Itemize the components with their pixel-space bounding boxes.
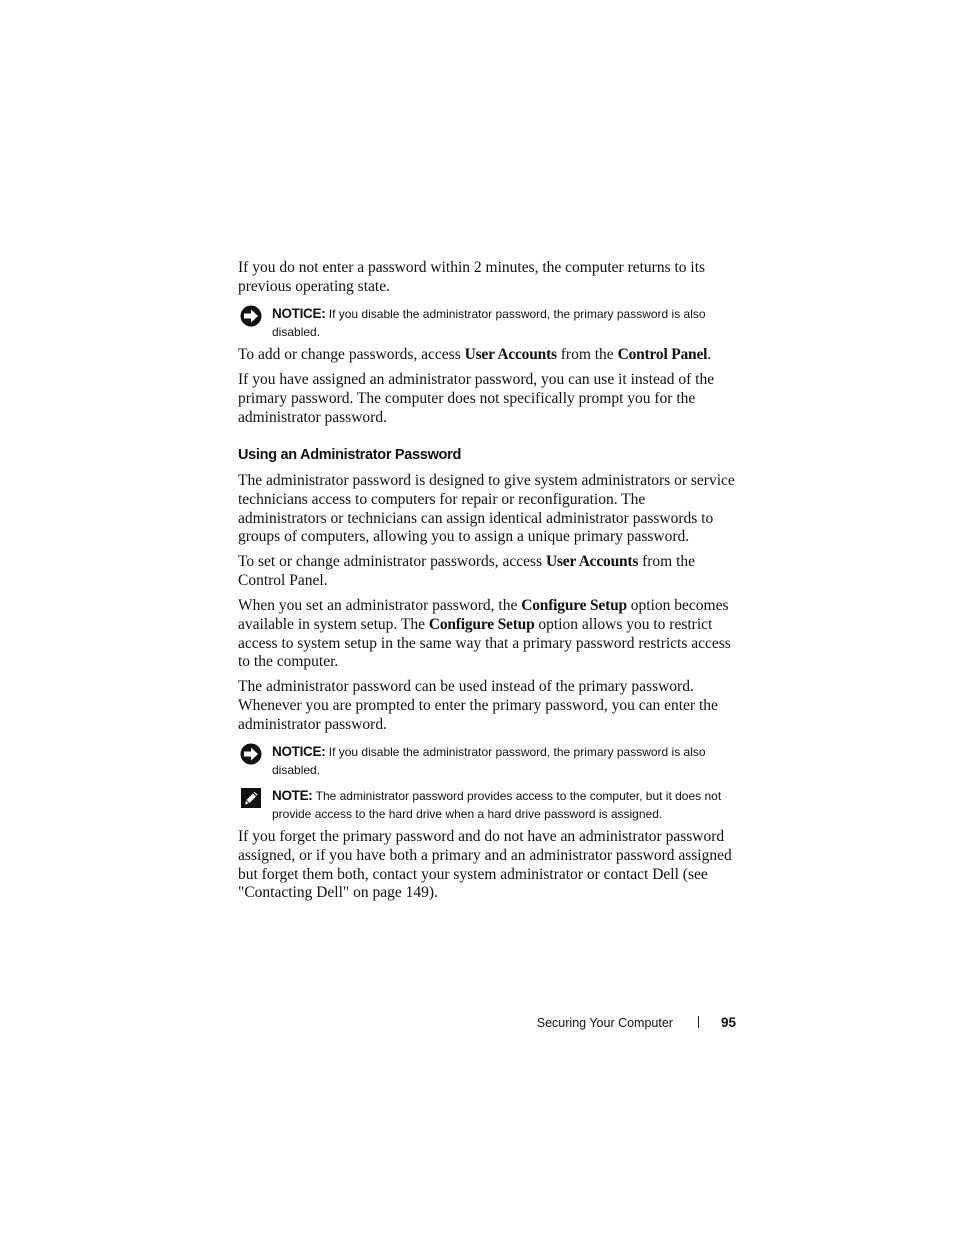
chapter-title: Securing Your Computer xyxy=(536,1016,673,1030)
control-panel-term: Control Panel xyxy=(617,346,708,363)
note-label: NOTE: xyxy=(272,788,313,803)
note-pencil-icon xyxy=(240,787,262,809)
user-accounts-term: User Accounts xyxy=(545,553,639,570)
set-admin-paragraph: To set or change administrator passwords, access User Accounts from the Control Panel. xyxy=(238,553,696,589)
notice-arrow-icon xyxy=(240,305,262,327)
section-heading: Using an Administrator Password xyxy=(238,447,462,463)
note-callout xyxy=(238,787,736,823)
configure-setup-paragraph: When you set an administrator password, the Configure Setup option becomes available in system setup. The Configure Setup option allows you to restrict access to system setup in the same way that a primary password restricts access to the computer. xyxy=(238,597,731,671)
user-accounts-term: User Accounts xyxy=(464,346,557,363)
admin-purpose-paragraph: The administrator password is designed to give system administrators or service technicians access to computers for repair or reconfiguration. The administrators or technicians can assign identical administrator passwords to groups of computers, allowing you to assign a unique primary password. xyxy=(238,472,735,546)
notice-callout xyxy=(238,305,736,341)
footer-separator xyxy=(698,1016,699,1028)
page-footer xyxy=(537,1015,736,1030)
page-number: 95 xyxy=(720,1015,736,1030)
instead-primary-paragraph: The administrator password can be used instead of the primary password. Whenever you are prompted to enter the primary password, you can enter the administrator password. xyxy=(238,678,718,733)
notice-label: NOTICE: xyxy=(272,744,326,759)
configure-setup-term: Configure Setup xyxy=(428,615,535,633)
configure-setup-term: Configure Setup xyxy=(521,597,627,614)
admin-instead-paragraph: If you have assigned an administrator password, you can use it instead of the primary password. The computer does not specifically prompt you for the administrator password. xyxy=(238,371,715,426)
notice-arrow-icon xyxy=(240,743,262,765)
forget-password-paragraph: If you forget the primary password and do not have an administrator password assigned, or if you have both a primary and an administrator password assigned but forget them both, contact your system administrator or contact Dell (see "Contacting Dell" on page 149). xyxy=(238,828,732,902)
notice-text: If you disable the administrator password, the primary password is also disabled. xyxy=(272,745,706,777)
note-text: The administrator password provides access to the computer, but it does not provide access to the hard drive when a hard drive password is assigned. xyxy=(272,789,722,821)
intro-paragraph: If you do not enter a password within 2 minutes, the computer returns to its previous operating state. xyxy=(238,259,706,295)
passwords-paragraph: To add or change passwords, access User Accounts from the Control Panel. xyxy=(238,346,712,363)
notice-text: If you disable the administrator password, the primary password is also disabled. xyxy=(272,307,706,339)
notice-label: NOTICE: xyxy=(272,306,326,321)
notice-callout xyxy=(238,743,736,779)
